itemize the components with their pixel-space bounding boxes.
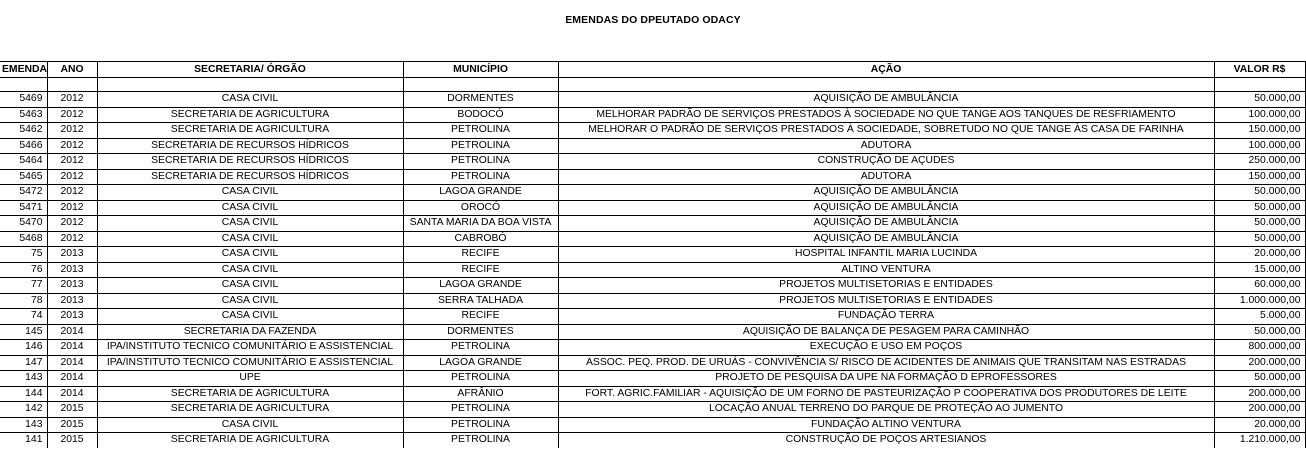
cell-emenda: 147 <box>0 355 47 371</box>
cell-ano: 2012 <box>47 107 97 123</box>
cell-secretaria: CASA CIVIL <box>97 92 403 108</box>
column-header-secretaria: SECRETARIA/ ÓRGÃO <box>97 62 403 78</box>
cell-valor: 1.000.000,00 <box>1214 293 1305 309</box>
cell-secretaria: CASA CIVIL <box>97 278 403 294</box>
cell-emenda: 5471 <box>0 200 47 216</box>
cell-ano: 2013 <box>47 278 97 294</box>
table-row <box>0 123 1305 139</box>
cell-acao: EXECUÇÃO E USO EM POÇOS <box>558 340 1214 356</box>
cell-municipio: PETROLINA <box>403 371 558 387</box>
table-row <box>0 293 1305 309</box>
cell-ano: 2014 <box>47 371 97 387</box>
cell-valor: 20.000,00 <box>1214 247 1305 263</box>
cell-emenda: 5470 <box>0 216 47 232</box>
cell-secretaria: CASA CIVIL <box>97 293 403 309</box>
cell-valor: 5.000,00 <box>1214 309 1305 325</box>
cell-emenda: 5468 <box>0 231 47 247</box>
document-title: EMENDAS DO DPEUTADO ODACY <box>565 14 741 26</box>
cell-ano: 2012 <box>47 169 97 185</box>
column-header-acao: AÇÃO <box>558 62 1214 78</box>
cell-emenda: 142 <box>0 402 47 418</box>
cell-ano: 2015 <box>47 417 97 433</box>
cell-secretaria: CASA CIVIL <box>97 309 403 325</box>
cell-secretaria: CASA CIVIL <box>97 231 403 247</box>
cell-emenda: 76 <box>0 262 47 278</box>
table-row <box>0 154 1305 170</box>
cell-acao: PROJETOS MULTISETORIAS E ENTIDADES <box>558 278 1214 294</box>
cell-acao: FORT. AGRIC.FAMILIAR - AQUISIÇÃO DE UM FORNO DE PASTEURIZAÇÃO P COOPERATIVA DOS PRODUTORES DE LEITE <box>558 386 1214 402</box>
cell-secretaria: SECRETARIA DE RECURSOS HÍDRICOS <box>97 154 403 170</box>
cell-ano: 2012 <box>47 185 97 201</box>
cell-municipio: SANTA MARIA DA BOA VISTA <box>403 216 558 232</box>
table-row <box>0 417 1305 433</box>
cell-valor: 100.000,00 <box>1214 107 1305 123</box>
cell-secretaria: CASA CIVIL <box>97 185 403 201</box>
cell-secretaria: IPA/INSTITUTO TECNICO COMUNITÁRIO E ASSISTENCIAL <box>97 340 403 356</box>
table-row <box>0 185 1305 201</box>
cell-acao: PROJETOS MULTISETORIAS E ENTIDADES <box>558 293 1214 309</box>
cell-ano: 2014 <box>47 386 97 402</box>
table-row <box>0 216 1305 232</box>
cell-ano: 2013 <box>47 247 97 263</box>
cell-acao: ADUTORA <box>558 138 1214 154</box>
cell-valor: 200.000,00 <box>1214 402 1305 418</box>
cell-emenda: 143 <box>0 417 47 433</box>
table-row <box>0 231 1305 247</box>
cell-municipio: DORMENTES <box>403 324 558 340</box>
cell-acao: MELHORAR PADRÃO DE SERVIÇOS PRESTADOS À SOCIEDADE NO QUE TANGE AOS TANQUES DE RESFRIAMENTO <box>558 107 1214 123</box>
table-row <box>0 340 1305 356</box>
cell-emenda: 145 <box>0 324 47 340</box>
cell-acao: AQUISIÇÃO DE BALANÇA DE PESAGEM PARA CAMINHÃO <box>558 324 1214 340</box>
table-row <box>0 169 1305 185</box>
cell-municipio: AFRÂNIO <box>403 386 558 402</box>
cell-municipio: PETROLINA <box>403 340 558 356</box>
cell-emenda: 5472 <box>0 185 47 201</box>
cell-acao: CONSTRUÇÃO DE POÇOS ARTESIANOS <box>558 433 1214 448</box>
cell-valor: 50.000,00 <box>1214 200 1305 216</box>
cell-secretaria: SECRETARIA DA FAZENDA <box>97 324 403 340</box>
table-header-row <box>0 62 1305 78</box>
cell-valor: 20.000,00 <box>1214 417 1305 433</box>
table-row <box>0 371 1305 387</box>
cell-emenda: 5466 <box>0 138 47 154</box>
cell-valor: 50.000,00 <box>1214 185 1305 201</box>
cell-valor: 50.000,00 <box>1214 216 1305 232</box>
table-row <box>0 355 1305 371</box>
cell-acao: LOCAÇÃO ANUAL TERRENO DO PARQUE DE PROTEÇÃO AO JUMENTO <box>558 402 1214 418</box>
cell-acao: AQUISIÇÃO DE AMBULÂNCIA <box>558 200 1214 216</box>
cell-ano: 2015 <box>47 402 97 418</box>
table-row <box>0 107 1305 123</box>
cell-acao: PROJETO DE PESQUISA DA UPE NA FORMAÇÃO D EPROFESSORES <box>558 371 1214 387</box>
cell-valor: 50.000,00 <box>1214 231 1305 247</box>
cell-municipio: OROCÓ <box>403 200 558 216</box>
cell-municipio: CABROBÓ <box>403 231 558 247</box>
cell-secretaria: CASA CIVIL <box>97 216 403 232</box>
cell-municipio: BODOCÓ <box>403 107 558 123</box>
cell-ano: 2013 <box>47 262 97 278</box>
cell-municipio: PETROLINA <box>403 138 558 154</box>
cell-secretaria: CASA CIVIL <box>97 200 403 216</box>
cell-ano: 2012 <box>47 154 97 170</box>
cell-emenda: 5464 <box>0 154 47 170</box>
cell-ano: 2013 <box>47 293 97 309</box>
cell-emenda: 146 <box>0 340 47 356</box>
cell-municipio: SERRA TALHADA <box>403 293 558 309</box>
cell-emenda: 77 <box>0 278 47 294</box>
cell-emenda: 5469 <box>0 92 47 108</box>
cell-valor: 800.000,00 <box>1214 340 1305 356</box>
cell-valor: 200.000,00 <box>1214 355 1305 371</box>
cell-municipio: PETROLINA <box>403 433 558 448</box>
cell-secretaria: CASA CIVIL <box>97 247 403 263</box>
cell-valor: 60.000,00 <box>1214 278 1305 294</box>
cell-municipio: RECIFE <box>403 309 558 325</box>
cell-emenda: 5462 <box>0 123 47 139</box>
cell-secretaria: IPA/INSTITUTO TECNICO COMUNITÁRIO E ASSISTENCIAL <box>97 355 403 371</box>
cell-valor: 50.000,00 <box>1214 371 1305 387</box>
cell-secretaria: CASA CIVIL <box>97 262 403 278</box>
cell-valor: 50.000,00 <box>1214 92 1305 108</box>
table-row <box>0 92 1305 108</box>
cell-acao: ADUTORA <box>558 169 1214 185</box>
table-row <box>0 138 1305 154</box>
cell-ano: 2015 <box>47 433 97 448</box>
cell-ano: 2012 <box>47 138 97 154</box>
cell-valor: 15.000,00 <box>1214 262 1305 278</box>
cell-municipio: RECIFE <box>403 247 558 263</box>
cell-municipio: LAGOA GRANDE <box>403 185 558 201</box>
table-row <box>0 433 1305 448</box>
cell-ano: 2012 <box>47 216 97 232</box>
cell-valor: 250.000,00 <box>1214 154 1305 170</box>
cell-emenda: 5465 <box>0 169 47 185</box>
cell-acao: HOSPITAL INFANTIL MARIA LUCINDA <box>558 247 1214 263</box>
cell-emenda: 5463 <box>0 107 47 123</box>
column-header-valor: VALOR R$ <box>1214 62 1305 78</box>
cell-acao: FUNDAÇÃO TERRA <box>558 309 1214 325</box>
cell-ano: 2014 <box>47 355 97 371</box>
cell-acao: AQUISIÇÃO DE AMBULÂNCIA <box>558 92 1214 108</box>
cell-ano: 2012 <box>47 123 97 139</box>
table-row <box>0 278 1305 294</box>
cell-ano: 2013 <box>47 309 97 325</box>
cell-secretaria: SECRETARIA DE RECURSOS HÍDRICOS <box>97 169 403 185</box>
cell-acao: CONSTRUÇÃO DE AÇUDES <box>558 154 1214 170</box>
column-header-ano: ANO <box>47 62 97 78</box>
cell-ano: 2012 <box>47 231 97 247</box>
cell-secretaria: SECRETARIA DE AGRICULTURA <box>97 386 403 402</box>
table-row <box>0 309 1305 325</box>
cell-emenda: 78 <box>0 293 47 309</box>
table-row <box>0 247 1305 263</box>
cell-emenda: 74 <box>0 309 47 325</box>
cell-ano: 2012 <box>47 92 97 108</box>
cell-municipio: DORMENTES <box>403 92 558 108</box>
cell-secretaria: SECRETARIA DE AGRICULTURA <box>97 107 403 123</box>
cell-acao: ALTINO VENTURA <box>558 262 1214 278</box>
table-row <box>0 324 1305 340</box>
cell-acao: AQUISIÇÃO DE AMBULÂNCIA <box>558 216 1214 232</box>
cell-secretaria: CASA CIVIL <box>97 417 403 433</box>
cell-valor: 150.000,00 <box>1214 123 1305 139</box>
cell-municipio: PETROLINA <box>403 154 558 170</box>
cell-ano: 2012 <box>47 200 97 216</box>
table-row <box>0 386 1305 402</box>
cell-secretaria: SECRETARIA DE AGRICULTURA <box>97 123 403 139</box>
cell-acao: ASSOC. PEQ. PROD. DE URUÁS - CONVIVÊNCIA S/ RISCO DE ACIDENTES DE ANIMAIS QUE TRANSITAM NAS ESTRADAS <box>558 355 1214 371</box>
cell-secretaria: SECRETARIA DE AGRICULTURA <box>97 433 403 448</box>
table-row <box>0 200 1305 216</box>
cell-emenda: 141 <box>0 433 47 448</box>
cell-valor: 100.000,00 <box>1214 138 1305 154</box>
cell-emenda: 144 <box>0 386 47 402</box>
cell-acao: AQUISIÇÃO DE AMBULÂNCIA <box>558 231 1214 247</box>
cell-secretaria: SECRETARIA DE RECURSOS HÍDRICOS <box>97 138 403 154</box>
cell-valor: 200.000,00 <box>1214 386 1305 402</box>
cell-secretaria: SECRETARIA DE AGRICULTURA <box>97 402 403 418</box>
cell-municipio: LAGOA GRANDE <box>403 355 558 371</box>
cell-secretaria: UPE <box>97 371 403 387</box>
cell-valor: 150.000,00 <box>1214 169 1305 185</box>
column-header-municipio: MUNICÍPIO <box>403 62 558 78</box>
cell-valor: 50.000,00 <box>1214 324 1305 340</box>
cell-ano: 2014 <box>47 340 97 356</box>
table-row <box>0 262 1305 278</box>
cell-municipio: PETROLINA <box>403 169 558 185</box>
cell-municipio: PETROLINA <box>403 402 558 418</box>
cell-emenda: 143 <box>0 371 47 387</box>
cell-acao: FUNDAÇÃO ALTINO VENTURA <box>558 417 1214 433</box>
cell-acao: AQUISIÇÃO DE AMBULÂNCIA <box>558 185 1214 201</box>
cell-municipio: LAGOA GRANDE <box>403 278 558 294</box>
table-row <box>0 402 1305 418</box>
column-header-emenda: EMENDA <box>0 62 47 78</box>
cell-municipio: PETROLINA <box>403 123 558 139</box>
cell-municipio: RECIFE <box>403 262 558 278</box>
cell-ano: 2014 <box>47 324 97 340</box>
cell-emenda: 75 <box>0 247 47 263</box>
cell-municipio: PETROLINA <box>403 417 558 433</box>
amendments-table <box>0 61 1306 448</box>
spacer-row <box>0 78 1305 92</box>
cell-valor: 1.210.000,00 <box>1214 433 1305 448</box>
cell-acao: MELHORAR O PADRÃO DE SERVIÇOS PRESTADOS À SOCIEDADE, SOBRETUDO NO QUE TANGE ÀS CASA DE FARINHA <box>558 123 1214 139</box>
